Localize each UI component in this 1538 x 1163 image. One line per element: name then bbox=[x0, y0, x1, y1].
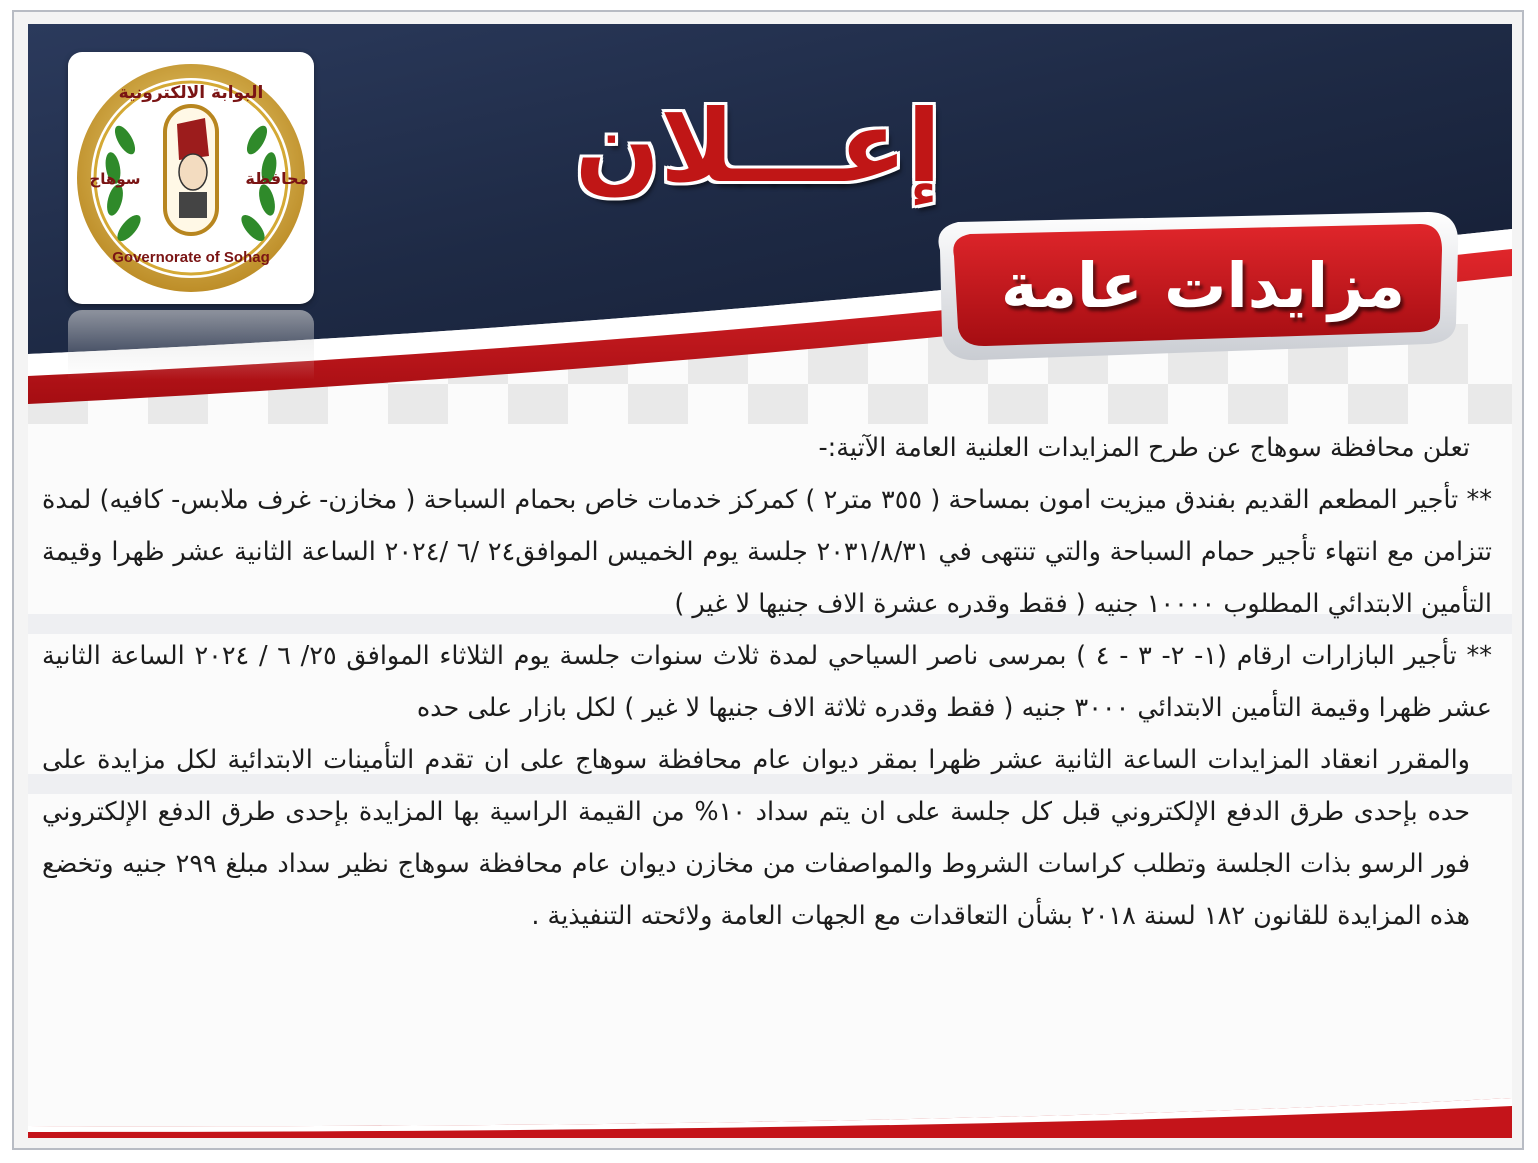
banner-title: مزايدات عامة bbox=[1000, 249, 1406, 322]
logo-right-text: محافظة bbox=[245, 169, 309, 188]
announcement-frame bbox=[12, 10, 1524, 1150]
announcement-canvas bbox=[28, 24, 1512, 1138]
logo-left-text: سوهاج bbox=[89, 170, 141, 188]
item-bazaars: ** تأجير البازارات ارقام (١- ٢- ٣ - ٤ ) بمرسى ناصر السياحي لمدة ثلاث سنوات جلسة يوم الثلاثاء الموافق ٢٥/ ٦ / ٢٠٢٤ الساعة الثانية عشر ظهرا وقيمة التأمين الابتدائي ٣٠٠٠ جنيه ( فقط وقدره ثلاثة الاف جنيها لا غير ) لكل بازار على حده bbox=[42, 641, 1492, 723]
item-restaurant: ** تأجير المطعم القديم بفندق ميزيت امون بمساحة ( ٣٥٥ متر٢ ) كمركز خدمات خاص بحمام السباحة ( مخازن- غرف ملابس- كافيه) لمدة تتزامن مع انتهاء تأجير حمام السباحة والتي تنتهى في ٢٠٣١/٨/٣١ جلسة يوم الخميس الموافق٢٤ /٦ /٢٠٢٤ الساعة الثانية عشر ظهرا وقيمة التأمين الابتدائي المطلوب ١٠٠٠٠ جنيه ( فقط وقدره عشرة الاف جنيها لا غير ) bbox=[42, 485, 1492, 619]
governorate-logo bbox=[68, 52, 314, 304]
intro-paragraph: تعلن محافظة سوهاج عن طرح المزايدات العلنية العامة الآتية:- bbox=[818, 433, 1470, 463]
logo-top-text: البوابة الالكترونية bbox=[118, 83, 264, 103]
announcement-body bbox=[42, 422, 1492, 1122]
announcement-title: إعـــلان bbox=[574, 88, 942, 205]
bottom-stripe bbox=[28, 1098, 1512, 1138]
logo-bottom-text: Governorate of Sohag bbox=[112, 249, 270, 266]
logo-emblem bbox=[73, 60, 309, 296]
closing-paragraph: والمقرر انعقاد المزايدات الساعة الثانية عشر ظهرا بمقر ديوان عام محافظة سوهاج على ان تقدم التأمينات الابتدائية لكل مزايدة على حده بإحدى طرق الدفع الإلكتروني قبل كل جلسة على ان يتم سداد ١٠% من القيمة الراسية بها المزايدة بإحدى طرق الدفع الإلكتروني فور الرسو بذات الجلسة وتطلب كراسات الشروط والمواصفات من مخازن ديوان عام محافظة سوهاج نظير سداد مبلغ ٢٩٩ جنيه وتخضع هذه المزايدة للقانون ١٨٢ لسنة ٢٠١٨ بشأن التعاقدات مع الجهات العامة ولائحته التنفيذية . bbox=[42, 745, 1471, 931]
logo-reflection bbox=[68, 310, 314, 380]
